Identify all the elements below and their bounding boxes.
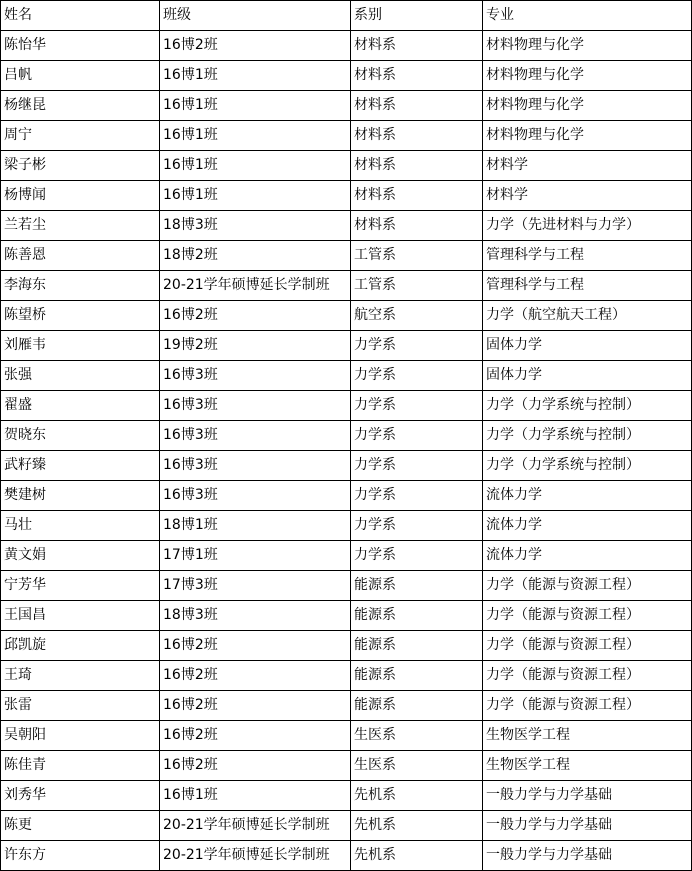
cell-major: 材料物理与化学 [483,61,692,91]
cell-department: 力学系 [351,391,483,421]
cell-class: 16博3班 [160,481,351,511]
cell-major: 一般力学与力学基础 [483,811,692,841]
cell-department: 工管系 [351,241,483,271]
cell-name: 王国昌 [1,601,160,631]
table-row [1,811,692,841]
table-row [1,241,692,271]
cell-name: 宁芳华 [1,571,160,601]
cell-name: 梁子彬 [1,151,160,181]
cell-department: 能源系 [351,661,483,691]
cell-major: 材料物理与化学 [483,31,692,61]
cell-major: 材料学 [483,151,692,181]
table-row [1,751,692,781]
cell-department: 力学系 [351,421,483,451]
cell-class: 16博3班 [160,391,351,421]
cell-name: 邱凯旋 [1,631,160,661]
table-row [1,361,692,391]
cell-department: 航空系 [351,301,483,331]
cell-class: 16博1班 [160,781,351,811]
cell-class: 16博2班 [160,31,351,61]
table-row [1,451,692,481]
cell-class: 20-21学年硕博延长学制班 [160,841,351,871]
cell-department: 先机系 [351,811,483,841]
cell-major: 材料物理与化学 [483,121,692,151]
cell-class: 19博2班 [160,331,351,361]
header-major: 专业 [483,1,692,31]
cell-major: 流体力学 [483,511,692,541]
table-row [1,541,692,571]
cell-name: 张强 [1,361,160,391]
cell-department: 材料系 [351,91,483,121]
cell-major: 管理科学与工程 [483,241,692,271]
cell-name: 吴朝阳 [1,721,160,751]
cell-department: 力学系 [351,361,483,391]
table-row [1,301,692,331]
cell-department: 生医系 [351,751,483,781]
table-row [1,331,692,361]
cell-major: 力学（能源与资源工程） [483,661,692,691]
cell-major: 力学（力学系统与控制） [483,421,692,451]
cell-department: 能源系 [351,571,483,601]
table-row [1,691,692,721]
cell-name: 许东方 [1,841,160,871]
cell-major: 固体力学 [483,331,692,361]
cell-class: 16博2班 [160,751,351,781]
cell-class: 20-21学年硕博延长学制班 [160,271,351,301]
table-row [1,421,692,451]
cell-class: 17博1班 [160,541,351,571]
cell-class: 16博3班 [160,421,351,451]
cell-major: 力学（力学系统与控制） [483,451,692,481]
cell-name: 兰若尘 [1,211,160,241]
cell-department: 力学系 [351,541,483,571]
cell-name: 陈善恩 [1,241,160,271]
header-row [1,1,692,31]
table-row [1,661,692,691]
cell-name: 贺晓东 [1,421,160,451]
cell-department: 力学系 [351,331,483,361]
cell-major: 固体力学 [483,361,692,391]
cell-department: 材料系 [351,121,483,151]
cell-department: 能源系 [351,691,483,721]
header-class: 班级 [160,1,351,31]
table-row [1,841,692,871]
cell-major: 力学（能源与资源工程） [483,571,692,601]
cell-class: 16博1班 [160,151,351,181]
cell-name: 黄文娟 [1,541,160,571]
header-name: 姓名 [1,1,160,31]
cell-class: 18博1班 [160,511,351,541]
cell-department: 力学系 [351,511,483,541]
cell-major: 生物医学工程 [483,721,692,751]
table-row [1,631,692,661]
cell-name: 杨继昆 [1,91,160,121]
cell-department: 能源系 [351,601,483,631]
cell-department: 生医系 [351,721,483,751]
cell-name: 刘秀华 [1,781,160,811]
table-header [1,1,692,31]
cell-class: 18博3班 [160,601,351,631]
cell-major: 一般力学与力学基础 [483,781,692,811]
cell-name: 周宁 [1,121,160,151]
cell-name: 刘雁韦 [1,331,160,361]
cell-department: 力学系 [351,481,483,511]
cell-major: 力学（航空航天工程） [483,301,692,331]
table-row [1,151,692,181]
cell-name: 陈怡华 [1,31,160,61]
table-row [1,61,692,91]
cell-class: 16博3班 [160,361,351,391]
table-row [1,571,692,601]
cell-class: 20-21学年硕博延长学制班 [160,811,351,841]
cell-major: 力学（先进材料与力学） [483,211,692,241]
table-row [1,481,692,511]
cell-class: 16博2班 [160,631,351,661]
table-row [1,391,692,421]
table-row [1,271,692,301]
table-row [1,721,692,751]
cell-class: 18博2班 [160,241,351,271]
cell-class: 16博2班 [160,661,351,691]
cell-major: 流体力学 [483,481,692,511]
header-department: 系别 [351,1,483,31]
cell-department: 力学系 [351,451,483,481]
cell-major: 生物医学工程 [483,751,692,781]
table-body [1,31,692,871]
cell-name: 马壮 [1,511,160,541]
cell-class: 16博2班 [160,301,351,331]
cell-major: 力学（能源与资源工程） [483,691,692,721]
cell-name: 杨博闻 [1,181,160,211]
table-row [1,601,692,631]
cell-major: 力学（能源与资源工程） [483,601,692,631]
cell-class: 16博2班 [160,691,351,721]
cell-name: 樊建树 [1,481,160,511]
cell-department: 先机系 [351,781,483,811]
cell-major: 流体力学 [483,541,692,571]
cell-class: 17博3班 [160,571,351,601]
cell-name: 李海东 [1,271,160,301]
cell-major: 材料学 [483,181,692,211]
cell-name: 张雷 [1,691,160,721]
cell-department: 材料系 [351,211,483,241]
cell-department: 材料系 [351,151,483,181]
table-row [1,121,692,151]
cell-name: 吕帆 [1,61,160,91]
cell-class: 16博1班 [160,181,351,211]
cell-name: 翟盛 [1,391,160,421]
cell-name: 陈更 [1,811,160,841]
cell-class: 16博1班 [160,91,351,121]
cell-major: 一般力学与力学基础 [483,841,692,871]
table-row [1,511,692,541]
cell-major: 力学（力学系统与控制） [483,391,692,421]
cell-department: 能源系 [351,631,483,661]
table-row [1,31,692,61]
cell-department: 工管系 [351,271,483,301]
cell-name: 陈佳青 [1,751,160,781]
table-row [1,91,692,121]
cell-class: 18博3班 [160,211,351,241]
cell-name: 王琦 [1,661,160,691]
cell-department: 材料系 [351,181,483,211]
table-row [1,781,692,811]
cell-class: 16博1班 [160,121,351,151]
cell-major: 力学（能源与资源工程） [483,631,692,661]
cell-class: 16博3班 [160,451,351,481]
table-row [1,181,692,211]
cell-department: 材料系 [351,61,483,91]
table-row [1,211,692,241]
cell-class: 16博1班 [160,61,351,91]
cell-major: 材料物理与化学 [483,91,692,121]
cell-class: 16博2班 [160,721,351,751]
cell-department: 材料系 [351,31,483,61]
cell-name: 陈望桥 [1,301,160,331]
cell-department: 先机系 [351,841,483,871]
cell-major: 管理科学与工程 [483,271,692,301]
cell-name: 武籽臻 [1,451,160,481]
